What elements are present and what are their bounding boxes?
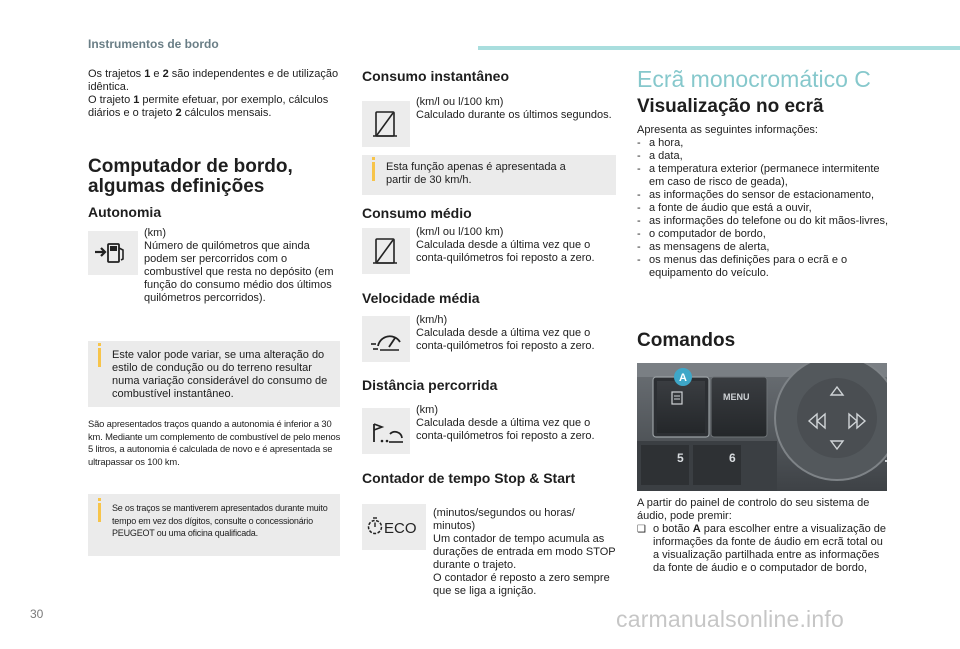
list-item: - as informações do sensor de estacionamento, <box>637 189 875 201</box>
velocidade-description: (km/h) Calculada desde a última vez que o conta-quilómetros foi reposto a zero. <box>416 314 595 352</box>
eco-label: ECO <box>384 520 417 537</box>
distancia-icon-box <box>362 408 410 454</box>
section-title-computador: Computador de bordo, algumas definições <box>88 156 293 197</box>
page-number: 30 <box>30 607 44 621</box>
visualizacao-title: Visualização no ecrã <box>637 96 824 117</box>
info-icon-dot <box>98 498 101 501</box>
autonomia-title: Autonomia <box>88 204 162 220</box>
page-header-title: Instrumentos de bordo <box>88 37 219 51</box>
consumo-inst-icon-box <box>362 101 410 147</box>
intro-paragraph: Os trajetos 1 e 2 são independentes e de utilização idêntica. O trajeto 1 permite efetuar, por exemplo, cálculos diários e o trajeto 2 cálculos mensais. <box>88 68 339 119</box>
audio-panel-photo <box>637 363 887 491</box>
comandos-description: A partir do painel de controlo do seu sistema de áudio, pode premir: ❑ o botão A para escolher entre a visualização de informações da fonte de áudio em ecrã total ou a visualização partilhada entre as informações da fonte de áudio e o computador de bordo, <box>637 497 889 575</box>
chapter-title: Ecrã monocromático C <box>637 66 871 92</box>
info-box-dashes: Se os traços se mantiverem apresentados durante muito tempo em vez dos dígitos, consulte o concessionário PEUGEOT ou uma oficina qualificada. <box>88 494 340 556</box>
visualizacao-list <box>637 137 889 280</box>
visualizacao-intro: Apresenta as seguintes informações: <box>637 124 818 136</box>
list-item: - o computador de bordo, <box>637 228 766 240</box>
distance-icon <box>362 408 410 454</box>
consumo-medio-description: (km/l ou l/100 km) Calculada desde a última vez que o conta-quilómetros foi reposto a zero. <box>416 226 595 264</box>
dash-explanation: São apresentados traços quando a autonomia é inferior a 30 km. Mediante um complemento de combustível de pelo menos 5 litros, a autonomia é calculada de novo e é apresentada se ultrapassar os 100 km. <box>88 418 341 467</box>
button-6-label: 6 <box>729 451 736 465</box>
info-box-autonomia: Este valor pode variar, se uma alteração do estilo de condução ou do terreno resultar numa variação considerável do consumo de combustível instantâneo. <box>88 341 340 407</box>
consumo-instantaneo-title: Consumo instantâneo <box>362 68 510 84</box>
list-item: - as mensagens de alerta, <box>637 241 770 253</box>
stop-start-icon-box <box>362 504 426 550</box>
list-item: ❑ o botão A para escolher entre a visualização de informações da fonte de áudio em ecrã total ou a visualização partilhada entre as informações da fonte de áudio e o computador de bordo, <box>637 523 886 574</box>
header-bar <box>478 46 960 50</box>
arrow-bullet-icon: ❑ <box>637 524 646 535</box>
menu-label: MENU <box>723 392 750 402</box>
velocidade-icon-box <box>362 316 410 362</box>
stop-start-timer-icon <box>362 504 426 550</box>
info-box-consumo-inst: Esta função apenas é apresentada a partir de 30 km/h. <box>362 155 616 195</box>
column-left <box>88 68 341 538</box>
stop-start-description: (minutos/segundos ou horas/ minutos) Um contador de tempo acumula as durações de entrada em modo STOP durante o trajeto. O contador é reposto a zero sempre que se liga a ignição. <box>433 507 616 597</box>
audio-panel-illustration <box>637 363 887 491</box>
stop-start-title: Contador de tempo Stop & Start <box>362 470 576 486</box>
consumo-medio-title: Consumo médio <box>362 205 472 221</box>
velocidade-media-title: Velocidade média <box>362 290 480 306</box>
autonomia-description: (km) Número de quilómetros que ainda podem ser percorridos com o combustível que resta no depósito (em função do consumo médio dos últimos quilómetros percorridos). <box>144 227 334 304</box>
list-item: - a temperatura exterior (permanece intermitente em caso de risco de geada), <box>637 163 880 188</box>
a-badge: A <box>679 372 687 384</box>
info-icon-dot <box>98 343 101 346</box>
average-speed-icon <box>362 316 410 362</box>
info-icon <box>98 348 101 367</box>
list-item: - os menus das definições para o ecrã e o equipamento do veículo. <box>637 254 848 279</box>
info-icon-dot <box>372 157 375 160</box>
info-icon <box>98 503 101 522</box>
consumo-inst-description: (km/l ou l/100 km) Calculado durante os últimos segundos. <box>416 96 612 121</box>
average-consumption-icon <box>362 228 410 274</box>
list-item: - a data, <box>637 150 683 162</box>
info-icon <box>372 162 375 181</box>
distancia-description: (km) Calculada desde a última vez que o conta-quilómetros foi reposto a zero. <box>416 404 595 442</box>
list-item: - a hora, <box>637 137 684 149</box>
button-5-label: 5 <box>677 451 684 465</box>
fuel-consumption-icon <box>362 101 410 147</box>
list-item: - a fonte de áudio que está a ouvir, <box>637 202 812 214</box>
list-item: - as informações do telefone ou do kit mãos-livres, <box>637 215 889 227</box>
fuel-range-icon <box>88 231 138 275</box>
comandos-title: Comandos <box>637 330 736 351</box>
consumo-medio-icon-box <box>362 228 410 274</box>
watermark: carmanualsonline.info <box>616 606 844 632</box>
autonomia-icon-box <box>88 231 138 275</box>
distancia-title: Distância percorrida <box>362 377 498 393</box>
